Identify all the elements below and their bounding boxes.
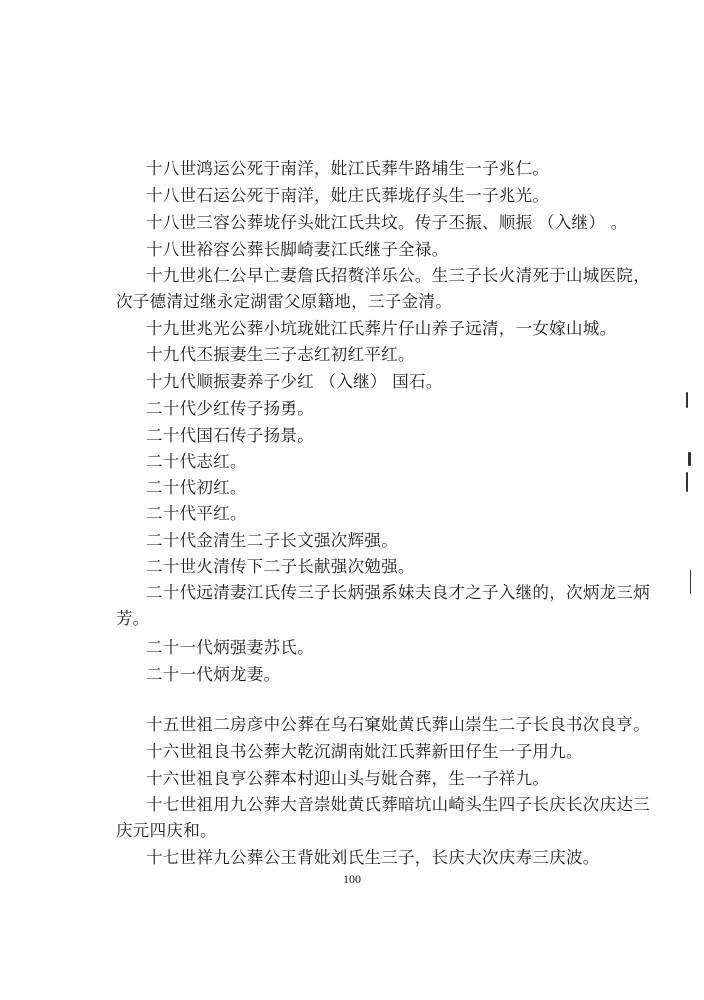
genealogy-paragraph: 十九世兆仁公早亡妻詹氏招赘洋乐公。生三子长火清死于山城医院，次子德清过继永定湖雷父原籍地，三子金清。 xyxy=(116,266,650,311)
genealogy-paragraph: 二十代初红。 xyxy=(146,478,247,497)
genealogy-paragraph: 十六世祖良书公葬大乾沉湖南妣江氏葬新田仔生一子用九。 xyxy=(146,742,583,761)
genealogy-paragraph: 十七世祥九公葬公王背妣刘氏生三子，长庆大次庆寿三庆波。 xyxy=(146,848,600,867)
scan-margin-mark xyxy=(688,452,691,466)
genealogy-paragraph: 十七世祖用九公葬大音崇妣黄氏葬暗坑山崎头生四子长庆长次庆达三庆元四庆和。 xyxy=(116,795,650,840)
genealogy-paragraph: 十八世三容公葬垅仔头妣江氏共坟。传子丕振、顺振 （入继） 。 xyxy=(146,213,628,232)
genealogy-paragraph: 十五世祖二房彦中公葬在乌石窠妣黄氏葬山崇生二子长良书次良亨。 xyxy=(146,715,650,734)
genealogy-paragraph: 十八世石运公死于南洋，妣庄氏葬垅仔头生一子兆光。 xyxy=(146,186,550,205)
genealogy-paragraph: 十九世兆光公葬小坑珑妣江氏葬片仔山养子远清，一女嫁山城。 xyxy=(146,319,617,338)
genealogy-paragraph: 二十代平红。 xyxy=(146,504,247,523)
genealogy-paragraph: 二十代国石传子扬景。 xyxy=(146,426,314,445)
genealogy-paragraph: 二十代少红传子扬勇。 xyxy=(146,399,314,418)
genealogy-paragraph: 二十一代炳龙妻。 xyxy=(146,665,281,684)
scan-margin-mark xyxy=(686,472,688,492)
scan-margin-mark xyxy=(690,570,691,594)
genealogy-paragraph: 二十世火清传下二子长献强次勉强。 xyxy=(146,557,415,576)
genealogy-paragraph: 二十一代炳强妻苏氏。 xyxy=(146,638,314,657)
genealogy-paragraph: 十八世鸿运公死于南洋，妣江氏葬牛路埔生一子兆仁。 xyxy=(146,159,550,178)
genealogy-paragraph: 十六世祖良亨公葬本村迎山头与妣合葬，生一子祥九。 xyxy=(146,769,550,788)
genealogy-paragraph: 十九代顺振妻养子少红 （入继） 国石。 xyxy=(146,372,443,391)
genealogy-paragraph: 二十代志红。 xyxy=(146,452,247,471)
genealogy-paragraph: 二十代远清妻江氏传三子长炳强系妹夫良才之子入继的，次炳龙三炳芳。 xyxy=(116,583,650,628)
scan-margin-mark xyxy=(686,392,688,408)
genealogy-paragraph: 二十代金清生二子长文强次辉强。 xyxy=(146,531,398,550)
genealogy-paragraph: 十九代丕振妻生三子志红初红平红。 xyxy=(146,345,415,364)
genealogy-paragraph: 十八世裕容公葬长脚崎妻江氏继子全禄。 xyxy=(146,240,449,259)
page-number: 100 xyxy=(343,872,361,886)
